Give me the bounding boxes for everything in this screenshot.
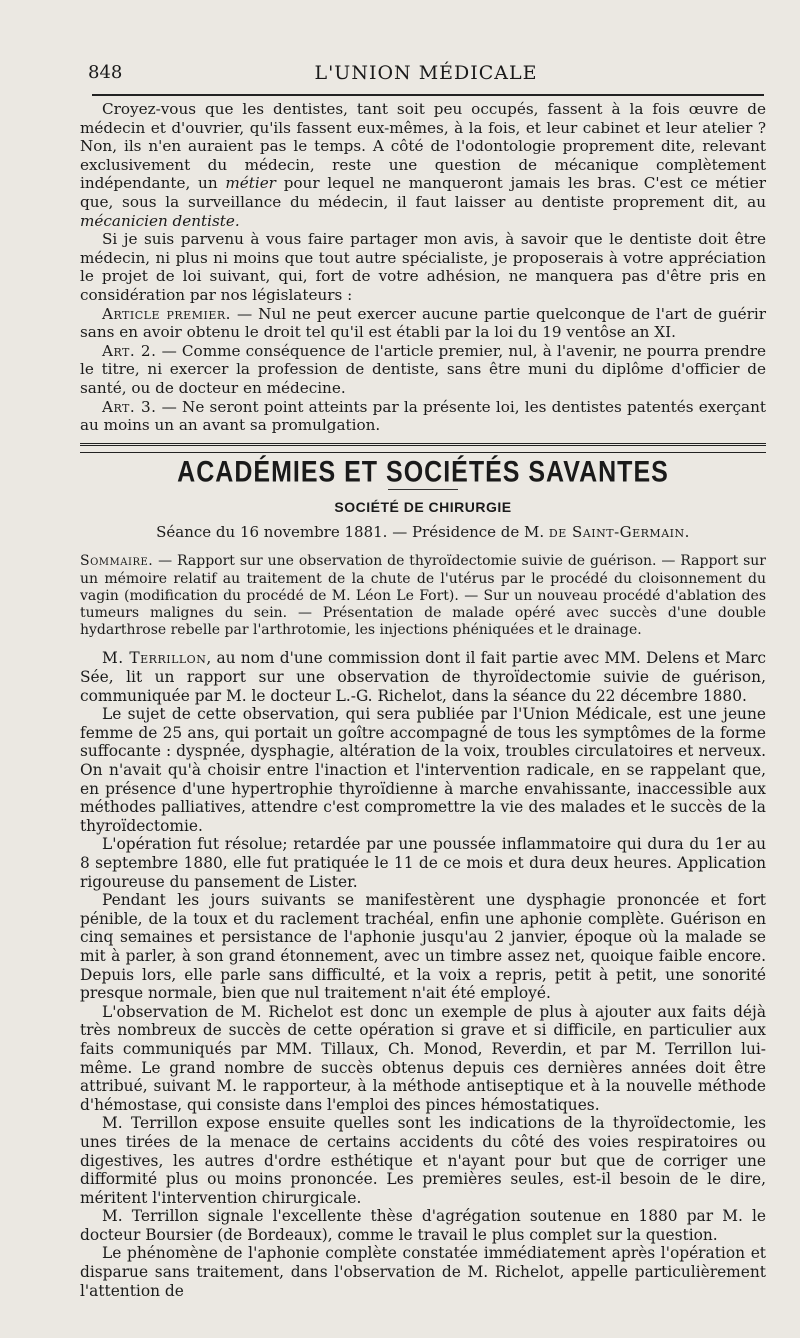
italic-metier: métier: [225, 174, 276, 193]
body-paragraph: Le sujet de cette observation, qui sera publiée par l'Union Médicale, est une jeune femme de 25 ans, qui portait un goître accompagné de tous les symptômes de la forme suffocante : dyspnée, dysphagie, altération de la voix, troubles circulatoires et nerveux. On n'avait qu'à choisir entre l'inaction et l'intervention radicale, en se rappelant que, en présence d'une hypertrophie thyroïdienne à marche envahissante, inaccessible aux méthodes palliatives, attendre c'est compromettre la vie des malades et le succès de la thyroïdectomie.: [80, 705, 766, 835]
page-header: [88, 58, 764, 88]
header-rule: [92, 94, 764, 96]
session-text: Séance du 16 novembre 1881. — Présidence de M.: [156, 522, 549, 541]
body-paragraph: M. Terrillon signale l'excellente thèse d'agrégation soutenue en 1880 par M. le docteur Boursier (de Bordeaux), comme le travail le plus complet sur la question.: [80, 1207, 766, 1244]
article-text: [80, 100, 766, 1300]
body-lead: M. Terrillon: [102, 649, 207, 668]
body-paragraph: L'observation de M. Richelot est donc un exemple de plus à ajouter aux faits déjà très nombreux de succès de cette opération si grave et si difficile, en particulier aux faits communiqués par MM. Tillaux, Ch. Monod, Reverdin, et par M. Terrillon lui-même. Le grand nombre de succès obtenus depuis ces dernières années doit être attribué, suivant M. le rapporteur, à la méthode antiseptique et à la nouvelle méthode d'hémostase, qui consiste dans l'emploi des pinces hémostatiques.: [80, 1002, 766, 1114]
summary-paragraph: [80, 553, 766, 639]
body-paragraph: L'opération fut résolue; retardée par une poussée inflammatoire qui dura du 1er au 8 septembre 1880, elle fut pratiquée le 11 de ce mois et dura deux heures. Application rigoureuse du pansement de Lister.: [80, 835, 766, 891]
session-line: [80, 523, 766, 542]
body-paragraph: Pendant les jours suivants se manifestèrent une dysphagie prononcée et fort pénible, de la toux et du raclement trachéal, enfin une aphonie complète. Guérison en cinq semaines et persistance de l'aphonie jusqu'au 2 janvier, époque où la malade se mit à parler, à son grand étonnement, avec un timbre assez net, quoique faible encore. Depuis lors, elle parle sans difficulté, et la voix a repris, petit à petit, une sonorité presque normale, bien que nul traitement n'ait été employé.: [80, 891, 766, 1003]
session-president: de Saint-Germain.: [548, 522, 690, 541]
section-title: ACADÉMIES ET SOCIÉTÉS SAVANTES: [177, 454, 669, 489]
text-run: pour lequel ne manqueront jamais les bras. C'est ce métier que, sous la surveillance du médecin, il faut laisser au dentiste proprement dit, au: [80, 174, 767, 211]
article-text: — Ne seront point atteints par la présente loi, les dentistes patentés exerçant au moins un an avant sa promulgation.: [80, 397, 766, 435]
body-paragraph: Le phénomène de l'aphonie complète constatée immédiatement après l'opération et disparue sans traitement, dans l'observation de M. Richelot, appelle particulièrement l'attention de: [80, 1244, 766, 1300]
summary-label: Sommaire.: [80, 553, 154, 570]
article-text: — Nul ne peut exercer aucune partie quelconque de l'art de guérir sans en avoir obtenu le droit tel qu'il est établi par la loi du 19 ventôse an XI.: [80, 304, 767, 342]
section-divider: [80, 443, 766, 453]
page-number: 848: [88, 62, 123, 83]
summary-block: [80, 553, 766, 639]
article-label: Art. 3.: [102, 397, 157, 416]
article-1: [80, 305, 766, 342]
society-heading: SOCIÉTÉ DE CHIRURGIE: [334, 499, 512, 516]
article-label: Art. 2.: [102, 341, 157, 360]
italic-mecanicien: mécanicien dentiste.: [80, 211, 240, 230]
article-3: [80, 398, 766, 435]
article-label: Article premier.: [102, 304, 231, 323]
text-run: Croyez-vous que les dentistes, tant soit peu occupés, fassent à la fois œuvre de médecin et d'ouvrier, qu'ils fassent eux-mêmes, à la fois, et leur cabinet et leur atelier ? Non, ils n'en auraient pas le temps. A côté de l'odontologie proprement dite, relevant exclusivement du médecin, reste une question de mécanique complètement indépendante, un: [80, 100, 766, 193]
running-title: L'UNION MÉDICALE: [314, 62, 538, 84]
summary-text: — Rapport sur une observation de thyroïdectomie suivie de guérison. — Rapport sur un mémoire relatif au traitement de la chute de l'utérus par le procédé du cloisonnement du vagin (modification du procédé de M. Léon Le Fort). — Sur un nouveau procédé d'ablation des tumeurs malignes du sein. — Présentation de malade opéré avec succès d'une double hydarthrose rebelle par l'arthrotomie, les injections phéniquées et le drainage.: [80, 553, 766, 639]
body-paragraph: M. Terrillon expose ensuite quelles sont les indications de la thyroïdectomie, les unes tirées de la menace de certains accidents du côté des voies respiratoires ou digestives, les autres d'ordre esthétique et n'ayant pour but que de corriger une difformité plus ou moins prononcée. Les premières seules, est-il besoin de le dire, méritent l'intervention chirurgicale.: [80, 1114, 766, 1207]
article-2: [80, 342, 766, 398]
paragraph-dentists: [80, 100, 766, 230]
title-rule: [388, 489, 458, 490]
article-text: — Comme conséquence de l'article premier, nul, à l'avenir, ne pourra prendre le titre, ni exercer la profession de dentiste, sans être muni du diplôme d'officier de santé, ou de docteur en médecine.: [80, 341, 766, 397]
paragraph-proposal: Si je suis parvenu à vous faire partager mon avis, à savoir que le dentiste doit être médecin, ni plus ni moins que tout autre spécialiste, je proposerais à votre appréciation le projet de loi suivant, qui, fort de votre adhésion, ne manquera pas d'être pris en considération par nos législateurs :: [80, 230, 766, 304]
body-text: , au nom d'une commission dont il fait partie avec MM. Delens et Marc Sée, lit un rapport sur une observation de thyroïdectomie suivie de guérison, communiquée par M. le docteur L.-G. Richelot, dans la séance du 22 décembre 1880.: [80, 649, 766, 705]
body-paragraph: [80, 649, 766, 705]
report-body: [80, 649, 766, 1300]
